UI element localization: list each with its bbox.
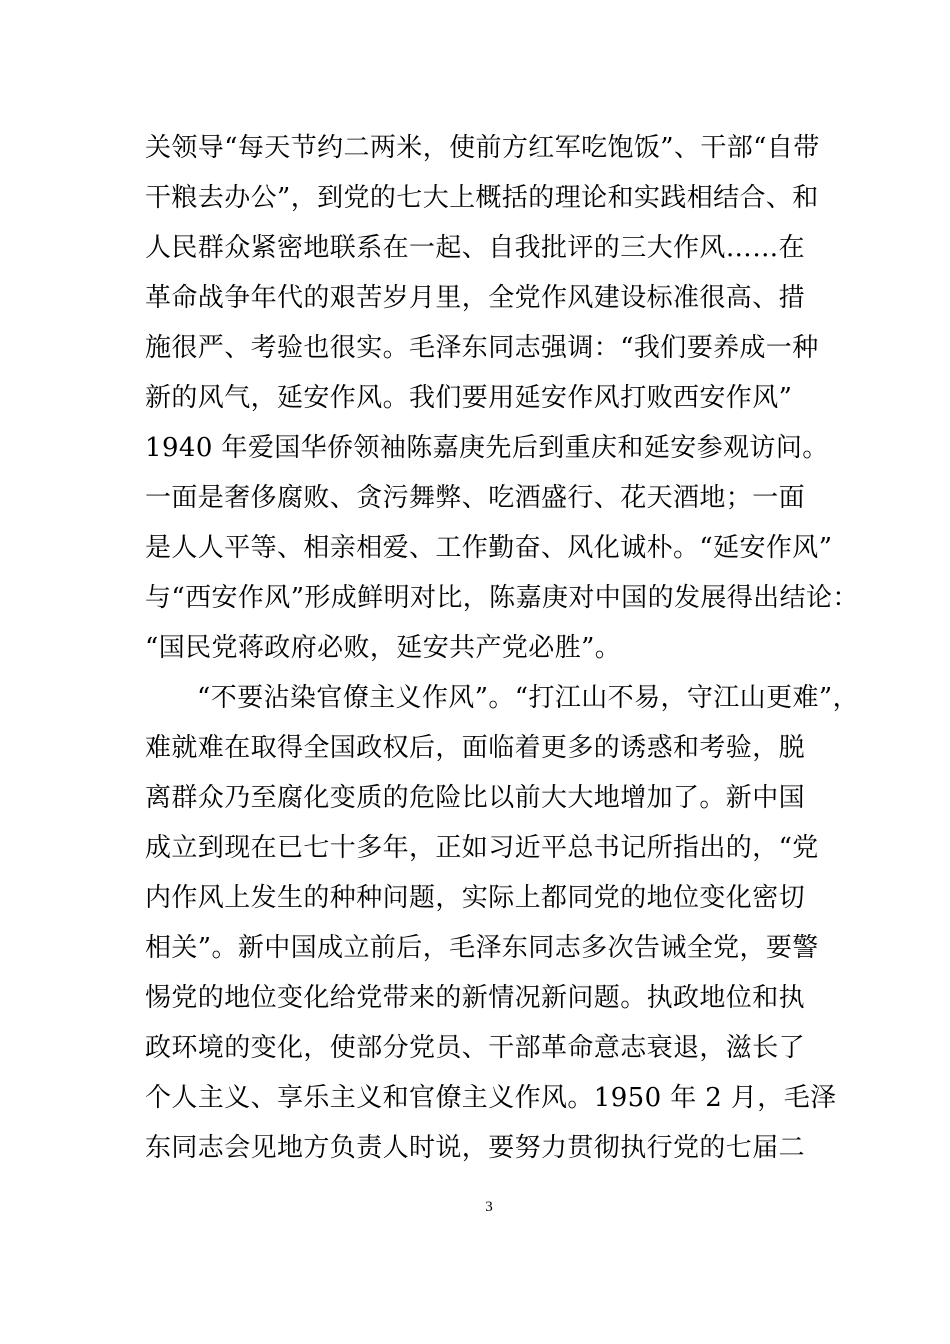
text-line: 相关”。新中国成立前后，毛泽东同志多次告诫全党，要警 xyxy=(145,933,819,963)
text-line: 干粮去办公”，到党的七大上概括的理论和实践相结合、和 xyxy=(145,183,819,213)
text-line: “国民党蒋政府必败，延安共产党必胜”。 xyxy=(145,633,622,663)
text-line: 惕党的地位变化给党带来的新情况新问题。执政地位和执 xyxy=(145,983,806,1013)
text-line: 人民群众紧密地联系在一起、自我批评的三大作风……在 xyxy=(145,233,806,263)
text-line: 成立到现在已七十多年，正如习近平总书记所指出的，“党 xyxy=(145,833,819,863)
text-line: 一面是奢侈腐败、贪污舞弊、吃酒盛行、花天酒地；一面 xyxy=(145,483,806,513)
text-line: 离群众乃至腐化变质的危险比以前大大地增加了。新中国 xyxy=(145,783,806,813)
text-line: 与“西安作风”形成鲜明对比，陈嘉庚对中国的发展得出结论： xyxy=(145,583,859,613)
text-line: 关领导“每天节约二两米，使前方红军吃饱饭”、干部“自带 xyxy=(145,133,820,163)
text-line: 新的风气，延安作风。我们要用延安作风打败西安作风” xyxy=(145,383,793,413)
text-line: 革命战争年代的艰苦岁月里，全党作风建设标准很高、措 xyxy=(145,283,806,313)
text-line: 施很严、考验也很实。毛泽东同志强调：“我们要养成一种 xyxy=(145,333,819,363)
text-line: 政环境的变化，使部分党员、干部革命意志衰退，滋长了 xyxy=(145,1033,806,1063)
page-number: 3 xyxy=(485,1199,493,1215)
text-line: 内作风上发生的种种问题，实际上都同党的地位变化密切 xyxy=(145,883,806,913)
text-line: 是人人平等、相亲相爱、工作勤奋、风化诚朴。“延安作风” xyxy=(145,533,833,563)
text-line: 难就难在取得全国政权后，面临着更多的诱惑和考验，脱 xyxy=(145,733,806,763)
text-line: 个人主义、享乐主义和官僚主义作风。1950 年 2 月，毛泽 xyxy=(145,1083,837,1113)
text-line: 东同志会见地方负责人时说，要努力贯彻执行党的七届二 xyxy=(145,1133,806,1163)
text-line: 1940 年爱国华侨领袖陈嘉庚先后到重庆和延安参观访问。 xyxy=(145,433,829,463)
paragraph-first-line: “不要沾染官僚主义作风”。“打江山不易，守江山更难”， xyxy=(197,683,859,713)
